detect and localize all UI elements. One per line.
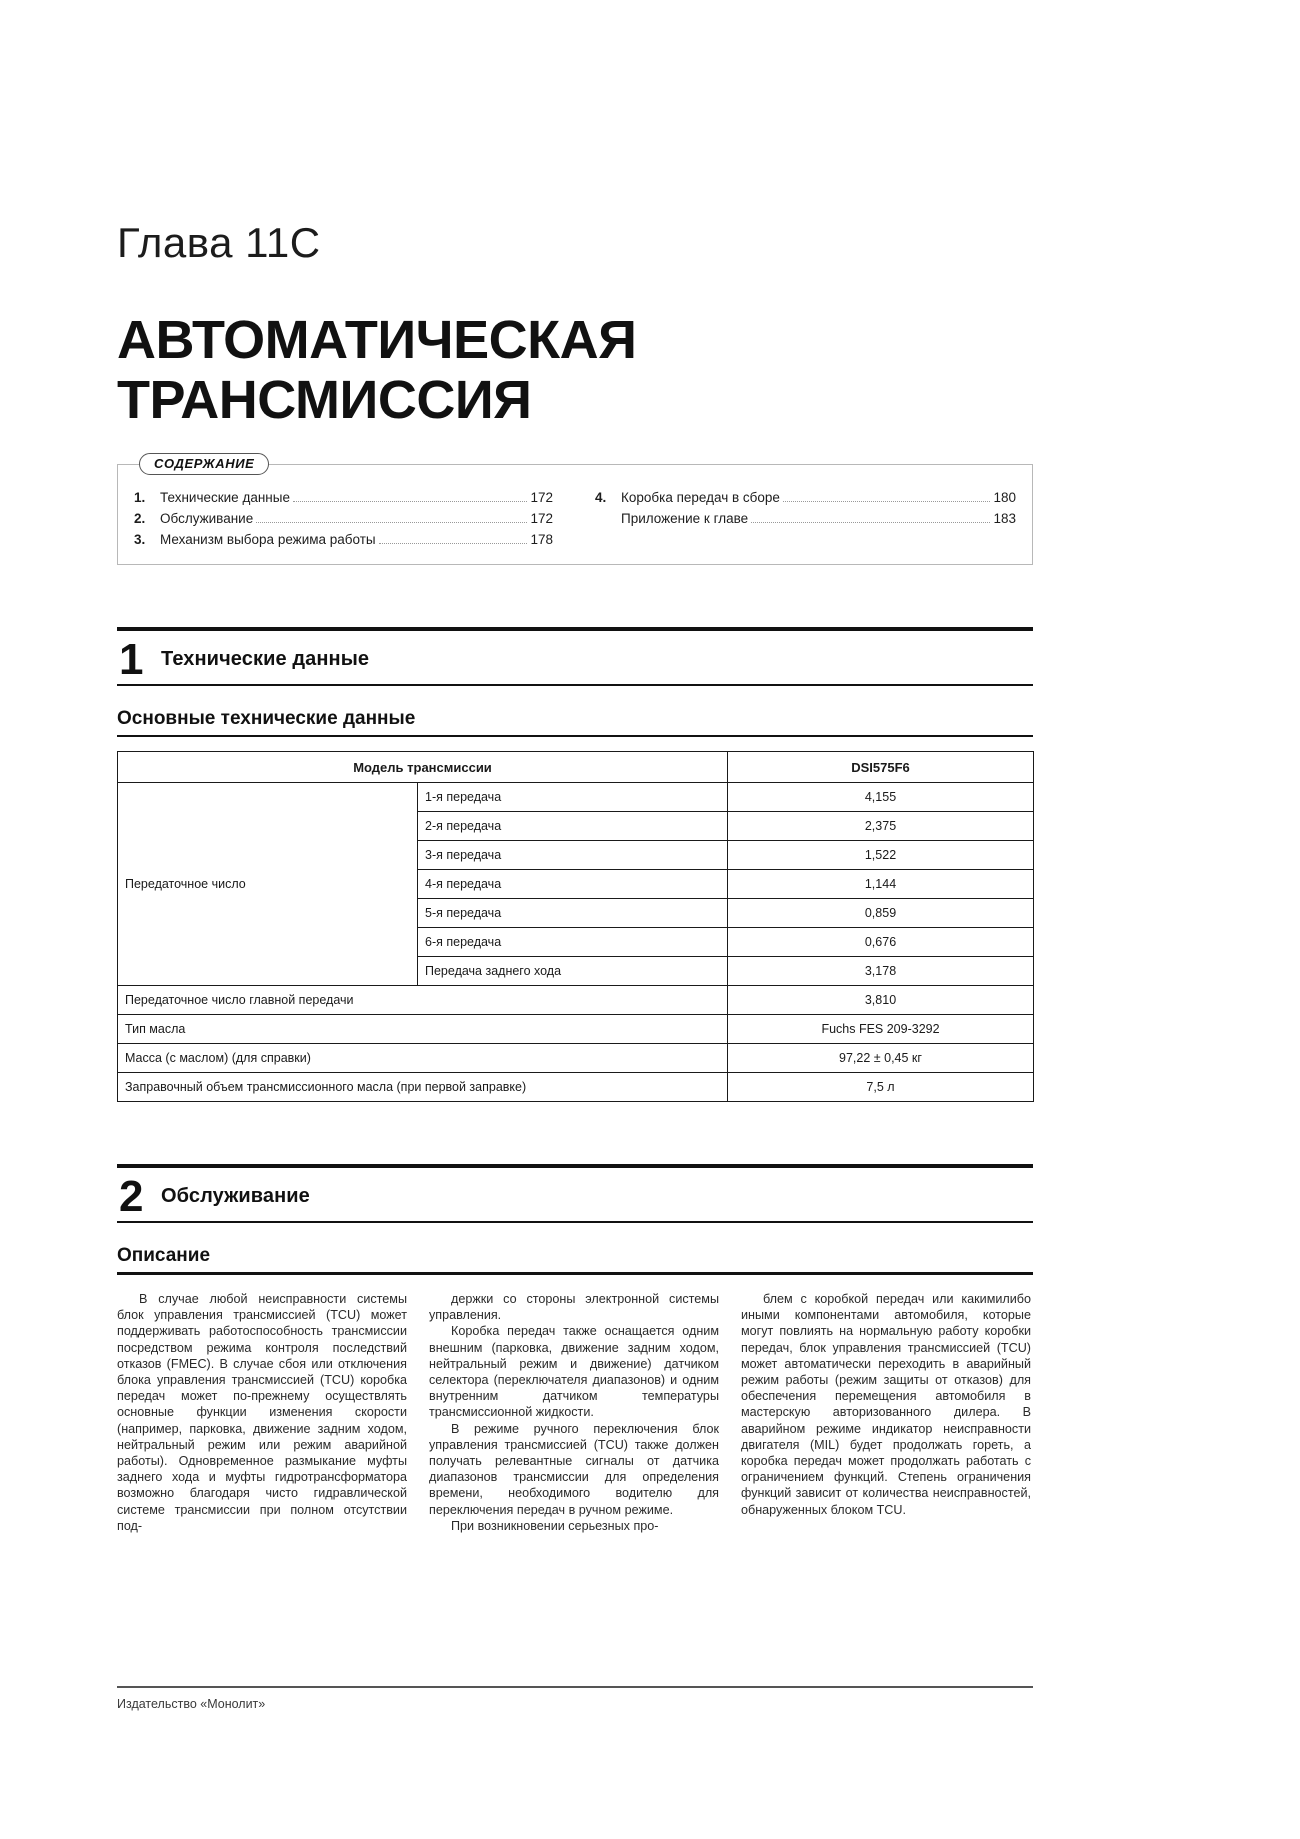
toc-entry-page: 180 [993,489,1016,505]
toc-leader-dots [783,501,991,502]
toc-entry-label: Приложение к главе [621,510,749,526]
toc-column-left [134,487,575,550]
gear-value: 1,144 [728,870,1034,899]
paragraph: блем с коробкой передач или какимилибо иными компонентами автомобиля, которые могут повлиять на нормальную работу коробки передач, блок управления трансмиссией (TCU) может автоматически переходить в аварийный режим работы (режим защиты от отказов) для обеспечения перемещения автомобиля в мастерскую авторизованного дилера. В аварийном режиме индикатор неисправности двигателя (MIL) будет продолжать гореть, а коробка передач может продолжать работать с ограничением функций. Степень ограничения функций зависит от количества неисправностей, обнаруженных блоком TCU. [741,1291,1031,1517]
subsection-rule [117,1272,1033,1275]
section-header [117,631,1033,684]
toc-entry[interactable] [134,487,553,508]
paragraph: В случае любой неисправности системы блок управления трансмиссией (TCU) может поддерживать работоспособность трансмиссии посредством режима контроля последствий отказов (FMEC). В случае сбоя или отключения блока управления трансмиссией (TCU) коробка передач может по-прежнему осуществлять основные функции изменения скорости (например, парковка, движение задним ходом, нейтральный режим или режим аварийной работы). Одновременное размыкание муфты заднего хода и муфты гидротрансформатора возможно благодаря чисто гидравлической системе трансмиссии при полном отсутствии под- [117,1291,407,1533]
toc-entry-page: 178 [530,531,553,547]
toc-entry-label: Технические данные [160,489,290,505]
subsection-title: Описание [117,1245,211,1267]
chapter-title: АВТОМАТИЧЕСКАЯ ТРАНСМИССИЯ [117,310,637,431]
description-columns [117,1291,1033,1534]
toc-leader-dots [751,522,990,523]
description-column-2 [429,1291,719,1534]
paragraph: Коробка передач также оснащается одним внешним (парковка, движение задним ходом, нейтральный режим и движение) датчиком селектора (переключателя диапазонов) и одним внутренним датчиком температуры трансмиссионной жидкости. [429,1324,719,1420]
spec-value: Fuchs FES 209-3292 [728,1015,1034,1044]
table-row [118,1044,1034,1073]
page-content [117,0,1033,1534]
chapter-label: Глава 11С [117,219,321,266]
table-header-row [118,752,1034,783]
paragraph: держки со стороны электронной системы управления. [429,1291,719,1323]
gear-value: 0,859 [728,899,1034,928]
spec-value: 3,810 [728,986,1034,1015]
toc-entry-number: 1. [134,489,146,505]
gear-name: 2-я передача [418,812,728,841]
table-row [118,1015,1034,1044]
toc-entry[interactable] [134,529,553,550]
subsection-title: Основные технические данные [117,707,416,729]
toc-entry-number: 2. [134,510,146,526]
description-column-3 [741,1291,1031,1534]
section-header [117,1168,1033,1221]
paragraph: В режиме ручного переключения блок управления трансмиссией (TCU) также должен получать релевантные сигналы от датчика диапазонов трансмиссии для определения времени, необходимого водителю для переключения передач в ручном режиме. [429,1421,719,1517]
spec-name: Заправочный объем трансмиссионного масла (при первой заправке) [118,1073,728,1102]
description-column-1 [117,1291,407,1534]
toc-entry-number: 4. [595,489,607,505]
gear-value: 0,676 [728,928,1034,957]
toc-leader-dots [379,543,528,544]
gear-value: 3,178 [728,957,1034,986]
toc-leader-dots [293,501,528,502]
gear-name: 3-я передача [418,841,728,870]
toc-leader-dots [256,522,527,523]
toc-entry[interactable] [595,487,1016,508]
section-title: Обслуживание [161,1185,310,1208]
toc-entry-page: 172 [530,489,553,505]
spec-name: Тип масла [118,1015,728,1044]
section-rule-bottom [117,684,1033,686]
section-title: Технические данные [161,647,370,670]
toc-entry-number: 3. [134,531,146,547]
toc-entry-label: Механизм выбора режима работы [160,531,376,547]
gear-name: 6-я передача [418,928,728,957]
toc-entry[interactable] [595,508,1016,529]
gear-name: 1-я передача [418,783,728,812]
toc-legend: СОДЕРЖАНИЕ [139,453,269,475]
toc-entry-page: 183 [993,510,1016,526]
subsection-rule [117,735,1033,738]
toc-entry-page: 172 [530,510,553,526]
toc-entry-label: Обслуживание [160,510,254,526]
table-of-contents [117,455,1033,565]
table-row [118,783,1034,812]
spec-name: Масса (с маслом) (для справки) [118,1044,728,1073]
gear-value: 2,375 [728,812,1034,841]
gear-name: 5-я передача [418,899,728,928]
footer-publisher: Издательство «Монолит» [117,1697,266,1711]
gear-value: 1,522 [728,841,1034,870]
toc-box [117,464,1033,565]
table-header-value: DSI575F6 [728,752,1034,783]
spec-value: 7,5 л [728,1073,1034,1102]
footer-divider [117,1686,1033,1688]
specifications-table [117,751,1034,1102]
table-header-model: Модель трансмиссии [118,752,728,783]
section-rule-bottom [117,1221,1033,1223]
toc-entry[interactable] [134,508,553,529]
section-number: 1 [119,634,144,684]
gear-name: 4-я передача [418,870,728,899]
table-row [118,986,1034,1015]
section-service [117,1164,1033,1534]
toc-entry-label: Коробка передач в сборе [621,489,780,505]
spec-value: 97,22 ± 0,45 кг [728,1044,1034,1073]
table-row [118,1073,1034,1102]
gear-value: 4,155 [728,783,1034,812]
paragraph: При возникновении серьезных про- [451,1518,659,1533]
spec-name: Передаточное число главной передачи [118,986,728,1015]
toc-column-right [575,487,1016,550]
gear-name: Передача заднего хода [418,957,728,986]
section-technical-data [117,627,1033,1103]
ratio-group-label: Передаточное число [118,783,418,986]
section-number: 2 [119,1172,144,1222]
